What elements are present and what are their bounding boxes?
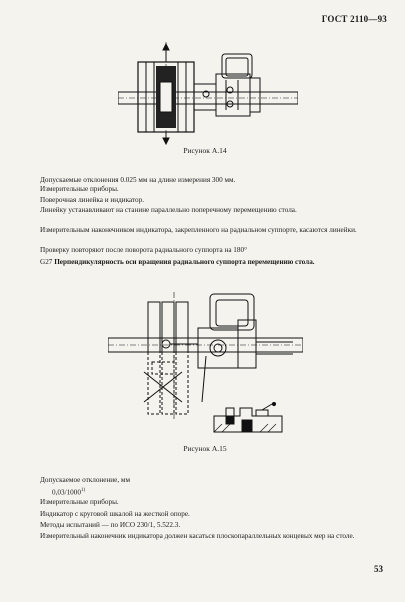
deviation-value-number: 0,03/1000 — [52, 488, 81, 497]
page-number: 53 — [374, 564, 383, 574]
figure-a14-drawing — [118, 40, 298, 145]
g27-paragraph — [28, 258, 386, 267]
detail-section-drawing — [212, 402, 284, 436]
deviation-text: Допускаемые отклонения 0.025 мм на длине измерения 300 мм. — [40, 176, 236, 184]
instruments-text-2: Индикатор с круговой шкалой на жесткой опоре. — [40, 510, 190, 518]
g27-text: Перпендикулярность оси вращения радиального суппорта перемещению стола. — [54, 258, 315, 266]
paragraph-3: Проверку повторяют после поворота радиального суппорта на 180° — [40, 246, 247, 254]
paragraph-1: Линейку устанавливают на станине параллельно поперечному перемещению стола. — [40, 206, 297, 214]
instruments-text: Поверочная линейка и индикатор. — [40, 196, 145, 204]
instruments-title-2: Измерительные приборы. — [40, 498, 119, 506]
figure-a15-caption: Рисунок А.15 — [183, 444, 227, 453]
paragraph-2: Измерительным наконечником индикатора, закрепленного на радиальном суппорте, касаются линейки. — [40, 226, 357, 234]
deviation-footnote-mark: 1) — [80, 488, 86, 493]
g27-code: G27 — [40, 258, 53, 266]
figure-a14-caption: Рисунок А.14 — [183, 146, 227, 155]
instruments-title: Измерительные приборы. — [40, 185, 119, 193]
methods-text: Методы испытаний — по ИСО 230/1, 5.522.3. — [40, 521, 181, 529]
final-paragraph: Измерительный наконечник индикатора должен касаться плоскопараллельных концевых мер на столе. — [40, 532, 355, 540]
deviation-label: Допускаемое отклонение, мм — [40, 476, 131, 484]
deviation-value — [52, 486, 252, 498]
document-header: ГОСТ 2110—93 — [321, 14, 387, 24]
